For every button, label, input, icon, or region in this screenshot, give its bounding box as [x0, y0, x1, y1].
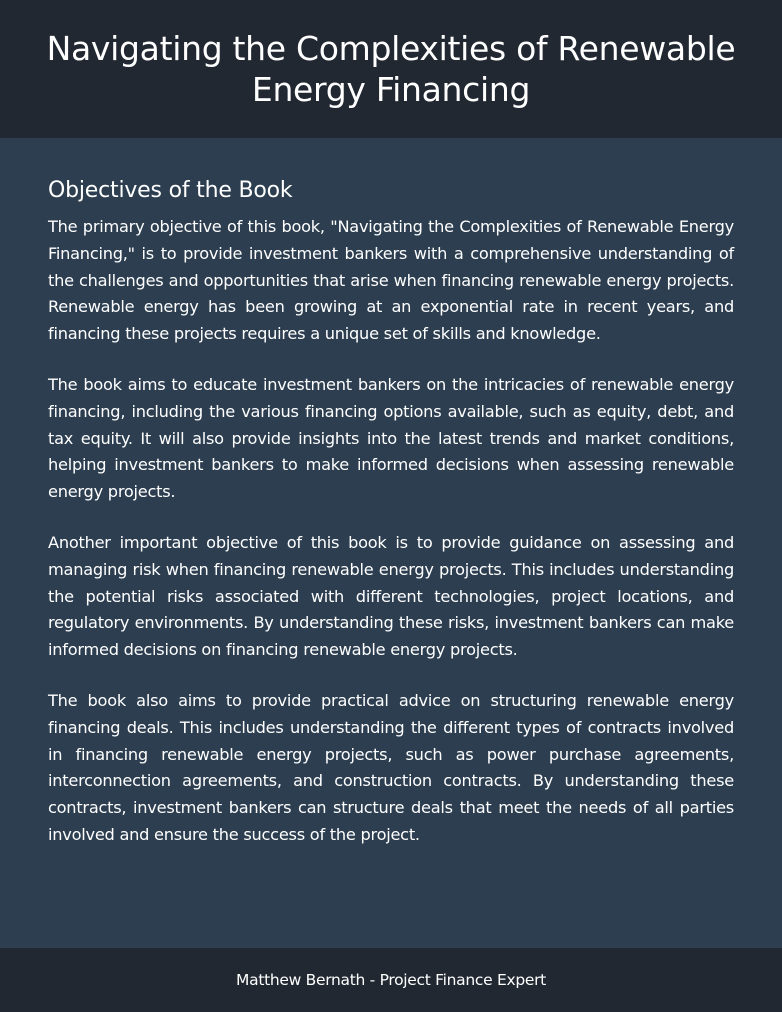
page-title: Navigating the Complexities of Renewable Energy Financing	[46, 29, 736, 109]
paragraph-2: The book aims to educate investment bankers on the intricacies of renewable energy financing, including the various financing options available, such as equity, debt, and tax equity. It will also provide insights into the latest trends and market conditions, helping investment bankers to make informed decisions when assessing renewable energy projects.	[48, 374, 734, 502]
footer-credit: Matthew Bernath - Project Finance Expert	[236, 971, 546, 989]
header	[0, 0, 782, 138]
paragraph-3: Another important objective of this book is to provide guidance on assessing and managing risk when financing renewable energy projects. This includes understanding the potential risks associated with different technologies, project locations, and regulatory environments. By understanding these risks, investment bankers can make informed decisions on financing renewable energy projects.	[48, 532, 734, 660]
main-content	[0, 138, 782, 948]
paragraph-4: The book also aims to provide practical advice on structuring renewable energy financing deals. This includes understanding the different types of contracts involved in financing renewable energy projects, such as power purchase agreements, interconnection agreements, and construction contracts. By understanding these contracts, investment bankers can structure deals that meet the needs of all parties involved and ensure the success of the project.	[48, 690, 734, 844]
footer	[0, 948, 782, 1012]
section-heading: Objectives of the Book	[48, 178, 293, 203]
paragraph-1: The primary objective of this book, "Navigating the Complexities of Renewable Energy Financing," is to provide investment bankers with a comprehensive understanding of the challenges and opportunities that arise when financing renewable energy projects. Renewable energy has been growing at an exponential rate in recent years, and financing these projects requires a unique set of skills and knowledge.	[48, 217, 734, 344]
